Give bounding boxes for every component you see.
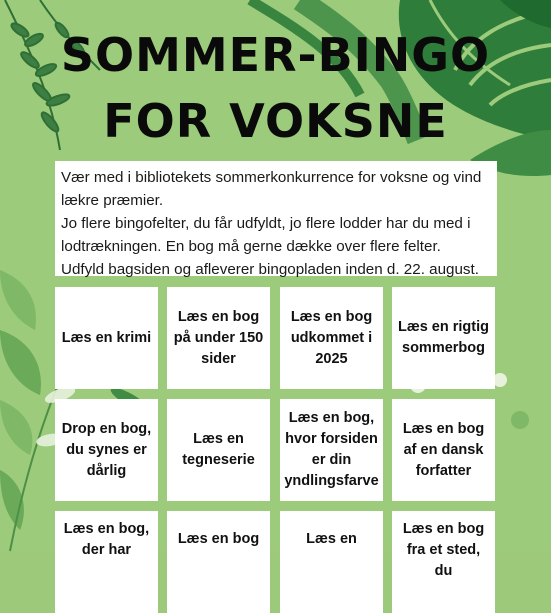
- intro-text-box: [55, 161, 497, 276]
- bingo-cell[interactable]: [55, 287, 158, 389]
- intro-line: Vær med i bibliotekets sommerkonkurrence for voksne og vind lækre præmier.: [61, 169, 482, 209]
- bingo-cell-label: Læs en rigtig sommerbog: [397, 319, 490, 356]
- bingo-cell[interactable]: [167, 287, 270, 389]
- bingo-cell[interactable]: [280, 399, 383, 501]
- poster-title-line1: SOMMER-BINGO: [60, 28, 491, 82]
- bingo-cell[interactable]: [167, 399, 270, 501]
- bingo-cell-label: Læs en bog, hvor forsiden er din yndlingsfarve: [284, 410, 379, 489]
- bingo-cell-label: Læs en bog fra et sted, du: [402, 521, 485, 579]
- bingo-cell[interactable]: [392, 511, 495, 613]
- bingo-cell[interactable]: [280, 287, 383, 389]
- bingo-cell-label: Læs en bog, der har: [63, 521, 150, 558]
- bingo-cell-label: Læs en bog på under 150 sider: [173, 308, 264, 367]
- bingo-cell-label: Læs en tegneserie: [182, 431, 255, 468]
- intro-line: Jo flere bingofelter, du får udfyldt, jo flere lodder har du med i lodtrækningen. En bog må gerne dække over flere felter.: [61, 215, 471, 255]
- bingo-cell[interactable]: [167, 511, 270, 613]
- poster-title-line2: FOR VOKSNE: [103, 94, 448, 148]
- bingo-cell[interactable]: [280, 511, 383, 613]
- bingo-cell[interactable]: [392, 399, 495, 501]
- bingo-cell-label: Læs en bog: [177, 531, 260, 547]
- bingo-cell[interactable]: [392, 287, 495, 389]
- bingo-cell[interactable]: [55, 399, 158, 501]
- bingo-cell-label: Drop en bog, du synes er dårlig: [61, 420, 152, 479]
- bingo-cell-label: Læs en krimi: [61, 329, 152, 346]
- intro-line: Udfyld bagsiden og afleverer bingopladen inden d. 22. august.: [61, 261, 479, 278]
- bingo-cell-label: Læs en bog udkommet i 2025: [290, 308, 373, 367]
- monstera-leaf-icon: [250, 0, 551, 176]
- bingo-cell-label: Læs en: [306, 531, 357, 547]
- bingo-cell[interactable]: [55, 511, 158, 613]
- bingo-cell-label: Læs en bog af en dansk forfatter: [402, 420, 485, 479]
